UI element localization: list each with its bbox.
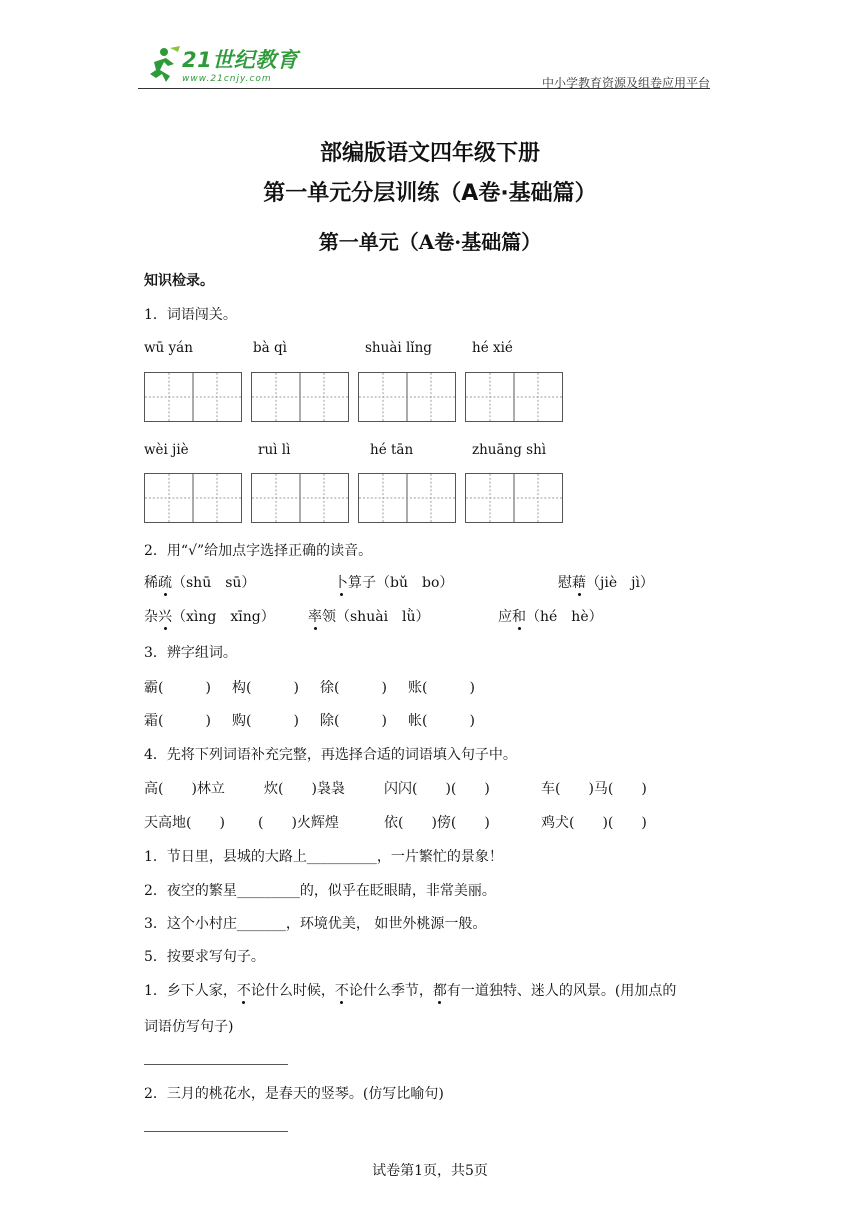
pinyin-label: zhuāng shì — [472, 442, 547, 458]
logo-text: 21世纪教育 — [182, 48, 299, 72]
writing-grid[interactable] — [358, 372, 456, 422]
writing-grid[interactable] — [251, 473, 349, 523]
writing-grid[interactable] — [251, 372, 349, 422]
pinyin-label: wū yán — [144, 340, 193, 356]
section-title: 第一单元（A卷·基础篇） — [318, 230, 542, 254]
word-blank: 构( ) — [232, 680, 299, 696]
reading-item: 卜算子（bǔ bo） — [334, 575, 454, 591]
answer-line[interactable] — [144, 1131, 288, 1132]
doc-subtitle: 第一单元分层训练（A卷·基础篇） — [263, 181, 597, 206]
reading-item: 慰藉（jiè jì） — [558, 575, 654, 591]
answer-line[interactable] — [144, 1064, 288, 1065]
logo-url: www.21cnjy.com — [182, 74, 272, 84]
idiom-blank: 炊( )袅袅 — [264, 781, 345, 797]
q3-title: 3．辨字组词。 — [144, 645, 237, 661]
rewrite-sentence: 2．三月的桃花水，是春天的竖琴。(仿写比喻句) — [144, 1086, 444, 1102]
reading-item: 应和（hé hè） — [498, 609, 603, 625]
dotted-char: 疏 — [158, 575, 172, 591]
dotted-char: 和 — [512, 609, 526, 625]
reading-item: 稀疏（shū sū） — [144, 575, 256, 591]
dotted-char: 不 — [236, 983, 251, 999]
idiom-blank: 车( )马( ) — [541, 781, 647, 797]
word-blank: 霜( ) — [144, 713, 211, 729]
word-blank: 帐( ) — [408, 713, 475, 729]
pinyin-label: shuài lǐng — [365, 340, 432, 356]
word-blank: 购( ) — [232, 713, 299, 729]
fill-sentence: 2．夜空的繁星_________的，似乎在眨眼睛，非常美丽。 — [144, 883, 496, 899]
site-logo — [144, 44, 314, 92]
idiom-blank: 依( )傍( ) — [384, 815, 490, 831]
writing-grid[interactable] — [465, 372, 563, 422]
pinyin-label: bà qì — [253, 340, 287, 356]
rewrite-sentence-cont: 词语仿写句子) — [144, 1019, 234, 1035]
dotted-char: 藉 — [572, 575, 586, 591]
writing-grid[interactable] — [358, 473, 456, 523]
platform-name: 中小学教育资源及组卷应用平台 — [541, 76, 710, 90]
pinyin-label: wèi jiè — [144, 442, 189, 458]
idiom-blank: 高( )林立 — [144, 781, 225, 797]
reading-item: 杂兴（xìng xīng） — [144, 609, 275, 625]
knowledge-heading: 知识检录。 — [144, 273, 214, 289]
dotted-char: 不 — [334, 983, 349, 999]
header-divider — [138, 88, 710, 89]
pinyin-label: hé tān — [370, 442, 414, 458]
pinyin-label: hé xié — [472, 340, 513, 356]
fill-sentence: 3．这个小村庄_______，环境优美， 如世外桃源一般。 — [144, 916, 487, 932]
word-blank: 霸( ) — [144, 680, 211, 696]
idiom-blank: ( )火辉煌 — [258, 815, 339, 831]
fill-sentence: 1．节日里，县城的大路上__________，一片繁忙的景象！ — [144, 849, 503, 865]
q2-title: 2．用“√”给加点字选择正确的读音。 — [144, 543, 373, 559]
doc-title: 部编版语文四年级下册 — [319, 141, 540, 166]
q4-title: 4．先将下列词语补充完整，再选择合适的词语填入句子中。 — [144, 747, 517, 763]
word-blank: 徐( ) — [320, 680, 387, 696]
word-blank: 除( ) — [320, 713, 387, 729]
dotted-char: 都 — [432, 983, 447, 999]
rewrite-sentence: 1．乡下人家，不论什么时候，不论什么季节，都有一道独特、迷人的风景。(用加点的 — [144, 983, 677, 999]
q1-title: 1．词语闯关。 — [144, 307, 237, 323]
writing-grid[interactable] — [465, 473, 563, 523]
runner-icon — [144, 46, 184, 84]
idiom-blank: 天高地( ) — [144, 815, 225, 831]
idiom-blank: 鸡犬( )( ) — [541, 815, 647, 831]
dotted-char: 兴 — [158, 609, 172, 625]
pinyin-label: ruì lì — [258, 442, 291, 458]
q5-title: 5．按要求写句子。 — [144, 949, 265, 965]
word-blank: 账( ) — [408, 680, 475, 696]
page-footer: 试卷第1页，共5页 — [372, 1163, 488, 1179]
writing-grid[interactable] — [144, 372, 242, 422]
writing-grid[interactable] — [144, 473, 242, 523]
reading-item: 率领（shuài lǜ） — [308, 609, 430, 625]
dotted-char: 卜 — [334, 575, 348, 591]
dotted-char: 率 — [308, 609, 322, 625]
idiom-blank: 闪闪( )( ) — [384, 781, 490, 797]
